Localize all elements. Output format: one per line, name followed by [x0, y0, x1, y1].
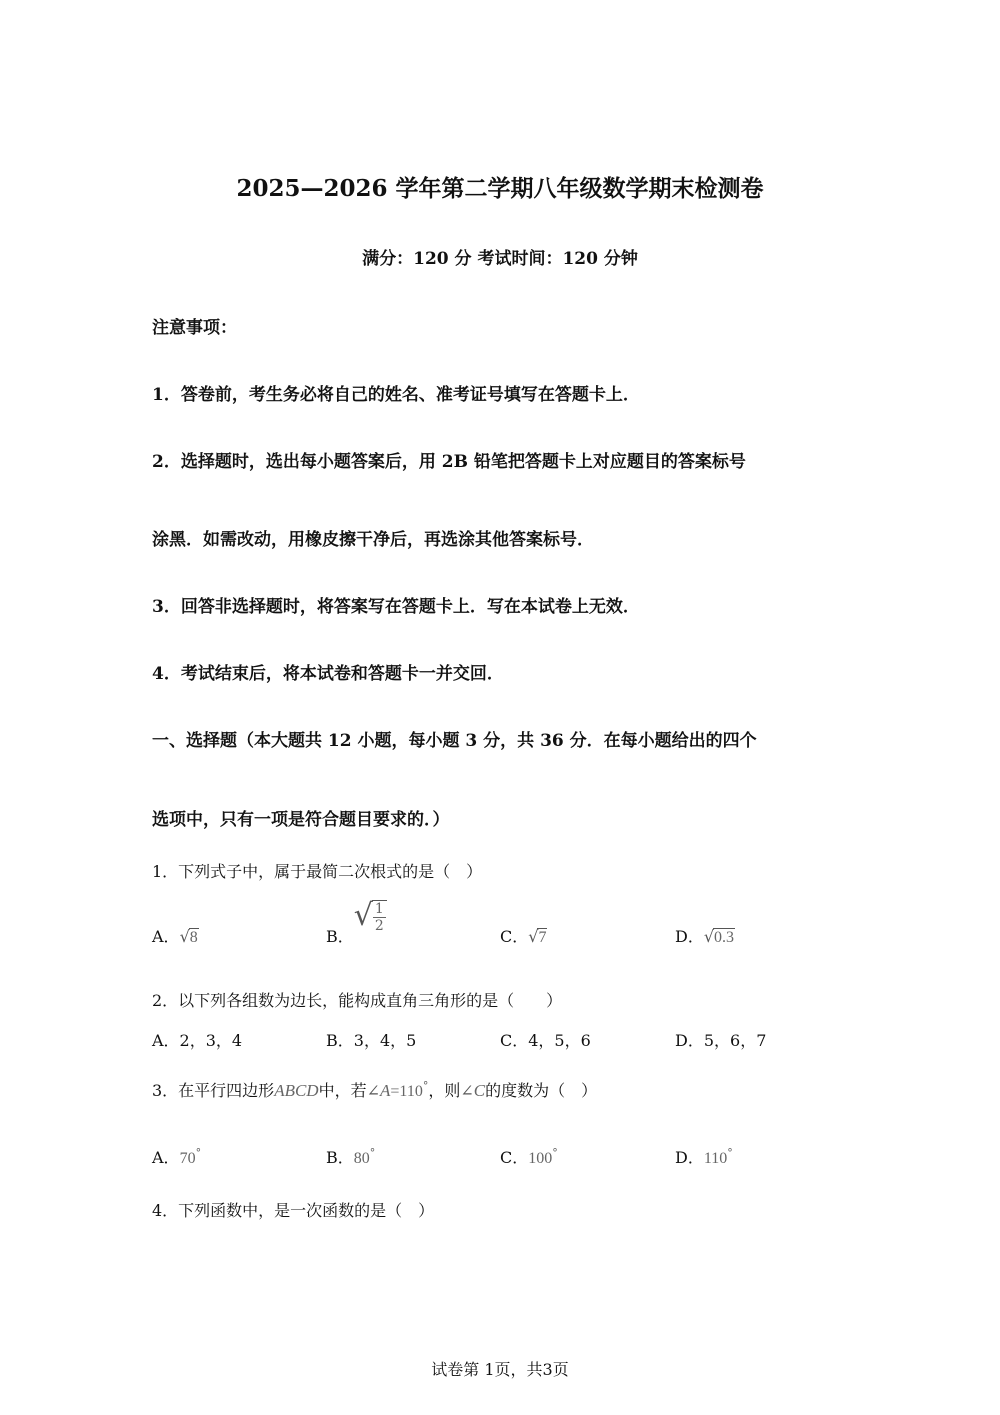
q3-option-c: [500, 1145, 558, 1168]
q1-option-b-numerator: 1: [374, 901, 384, 917]
q3-option-a: [152, 1145, 201, 1168]
question-1-stem: 1．下列式子中，属于最简二次根式的是（ ）: [152, 862, 483, 881]
question-4-stem: 4．下列函数中，是一次函数的是（ ）: [152, 1201, 435, 1220]
q1-option-d-radicand: 0.3: [714, 929, 735, 946]
q1-option-b: [326, 898, 387, 947]
section-1-heading-line-1: 一、选择题（本大题共 12 小题，每小题 3 分，共 36 分．在每小题给出的四个: [152, 731, 757, 751]
q3-option-b-value: 80: [353, 1150, 370, 1167]
q1-option-d: [675, 924, 735, 947]
note-2-line-1: 2．选择题时，选出每小题答案后，用 2B 铅笔把答题卡上对应题目的答案标号: [152, 452, 746, 472]
q2-option-a: A．2，3，4: [152, 1031, 243, 1050]
section-1-heading-line-2: 选项中，只有一项是符合题目要求的．）: [152, 810, 450, 830]
q3-option-b-label: B．: [326, 1148, 354, 1167]
q1-option-d-label: D．: [675, 927, 704, 946]
degree-mark: °: [727, 1146, 733, 1160]
q1-option-a-radicand: 8: [189, 929, 198, 946]
page-footer: 试卷第 1页，共3页: [431, 1360, 569, 1379]
sqrt-symbol: √7: [528, 927, 547, 946]
q3-option-b: [326, 1145, 375, 1168]
q1-option-c-label: C．: [500, 927, 529, 946]
sqrt-symbol: √0.3: [703, 927, 735, 946]
q3-stem-suffix: 的度数为（ ）: [485, 1081, 598, 1100]
degree-mark: °: [552, 1146, 558, 1160]
question-2-stem: 2．以下列各组数为边长，能构成直角三角形的是（ ）: [152, 991, 563, 1010]
q2-option-b: B．3，4，5: [326, 1031, 417, 1050]
sqrt-symbol: √ $\frac{1}{2}$: [354, 898, 387, 934]
degree-mark: °: [369, 1146, 376, 1160]
q3-angle-value: =110: [390, 1083, 423, 1100]
q3-stem-prefix: 3．在平行四边形: [152, 1081, 275, 1100]
q1-option-b-denominator: 2: [374, 918, 384, 934]
q3-option-d-value: 110: [703, 1150, 728, 1167]
q1-option-c: [500, 924, 547, 947]
q1-option-c-radicand: 7: [538, 929, 547, 946]
q1-option-b-label: B．: [326, 927, 354, 946]
exam-subtitle: 满分：120 分 考试时间：120 分钟: [362, 249, 638, 269]
note-4: 4．考试结束后，将本试卷和答题卡一并交回．: [152, 664, 504, 684]
q3-degree-mark: °: [422, 1079, 429, 1093]
q3-option-c-value: 100: [528, 1150, 553, 1167]
q3-angle-a: A: [380, 1081, 391, 1100]
q3-stem-middle: 中，若: [318, 1081, 367, 1100]
q3-option-c-label: C．: [500, 1148, 529, 1167]
q3-option-a-label: A．: [152, 1148, 180, 1167]
q3-stem-middle-2: ，则: [428, 1081, 461, 1100]
q2-option-d: D．5，6，7: [675, 1031, 767, 1050]
sqrt-symbol: √8: [179, 927, 198, 946]
note-3: 3．回答非选择题时，将答案写在答题卡上．写在本试卷上无效．: [152, 597, 640, 617]
notes-heading: 注意事项：: [152, 318, 237, 338]
note-2-line-2: 涂黑．如需改动，用橡皮擦干净后，再选涂其他答案标号．: [152, 530, 594, 550]
q1-option-b-fraction: [373, 901, 386, 934]
question-3-stem: [152, 1078, 597, 1101]
q2-option-c: C．4，5，6: [500, 1031, 591, 1050]
q3-angle-c: C: [473, 1081, 486, 1100]
exam-title: 2025—2026 学年第二学期八年级数学期末检测卷: [236, 175, 764, 202]
angle-icon: ∠: [366, 1081, 380, 1100]
q1-option-a-label: A．: [152, 927, 180, 946]
note-1: 1．答卷前，考生务必将自己的姓名、准考证号填写在答题卡上．: [152, 385, 640, 405]
q1-option-a: [152, 924, 199, 947]
angle-icon: ∠: [460, 1081, 474, 1100]
q3-option-d: [675, 1145, 733, 1168]
q3-option-d-label: D．: [675, 1148, 704, 1167]
degree-mark: °: [195, 1146, 202, 1160]
q3-option-a-value: 70: [179, 1150, 196, 1167]
q3-shape-name: ABCD: [274, 1081, 319, 1100]
